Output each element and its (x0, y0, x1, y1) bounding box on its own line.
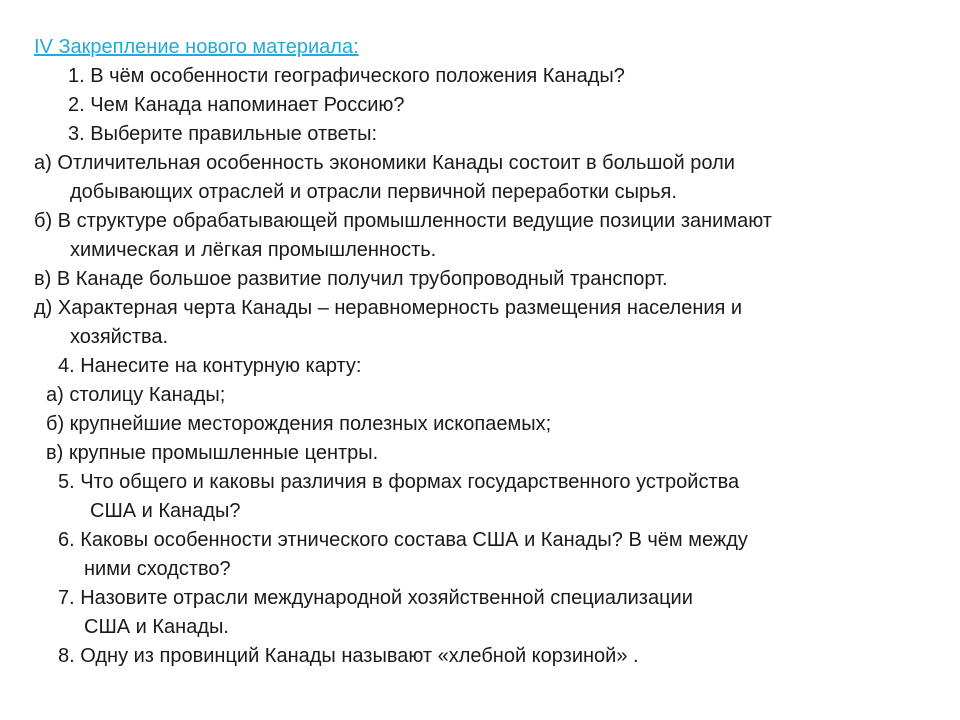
answer-d-cont: хозяйства. (70, 326, 169, 348)
question-7: 7. Назовите отрасли международной хозяйственной специализации (58, 587, 693, 609)
question-4: 4. Нанесите на контурную карту: (58, 355, 362, 377)
question-2: 2. Чем Канада напоминает Россию? (68, 94, 405, 116)
map-item-v: в) крупные промышленные центры. (46, 442, 379, 464)
answer-b: б) В структуре обрабатывающей промышленности ведущие позиции занимают (34, 210, 772, 232)
question-5-cont: США и Канады? (90, 500, 241, 522)
question-8: 8. Одну из провинций Канады называют «хлебной корзиной» . (58, 645, 639, 667)
answer-d: д) Характерная черта Канады – неравномерность размещения населения и (34, 297, 743, 319)
answer-v: в) В Канаде большое развитие получил трубопроводный транспорт. (34, 268, 668, 290)
answer-a: а) Отличительная особенность экономики Канады состоит в большой роли (34, 152, 735, 174)
question-6-cont: ними сходство? (84, 558, 231, 580)
question-6: 6. Каковы особенности этнического состава США и Канады? В чём между (58, 529, 748, 551)
answer-b-cont: химическая и лёгкая промышленность. (70, 239, 437, 261)
map-item-b: б) крупнейшие месторождения полезных ископаемых; (46, 413, 552, 435)
question-7-cont: США и Канады. (84, 616, 229, 638)
question-5: 5. Что общего и каковы различия в формах государственного устройства (58, 471, 740, 493)
section-heading: IV Закрепление нового материала: (34, 36, 359, 58)
map-item-a: а) столицу Канады; (46, 384, 226, 406)
question-1: 1. В чём особенности географического положения Канады? (68, 65, 625, 87)
answer-a-cont: добывающих отраслей и отрасли первичной переработки сырья. (70, 181, 677, 203)
question-3: 3. Выберите правильные ответы: (68, 123, 378, 145)
